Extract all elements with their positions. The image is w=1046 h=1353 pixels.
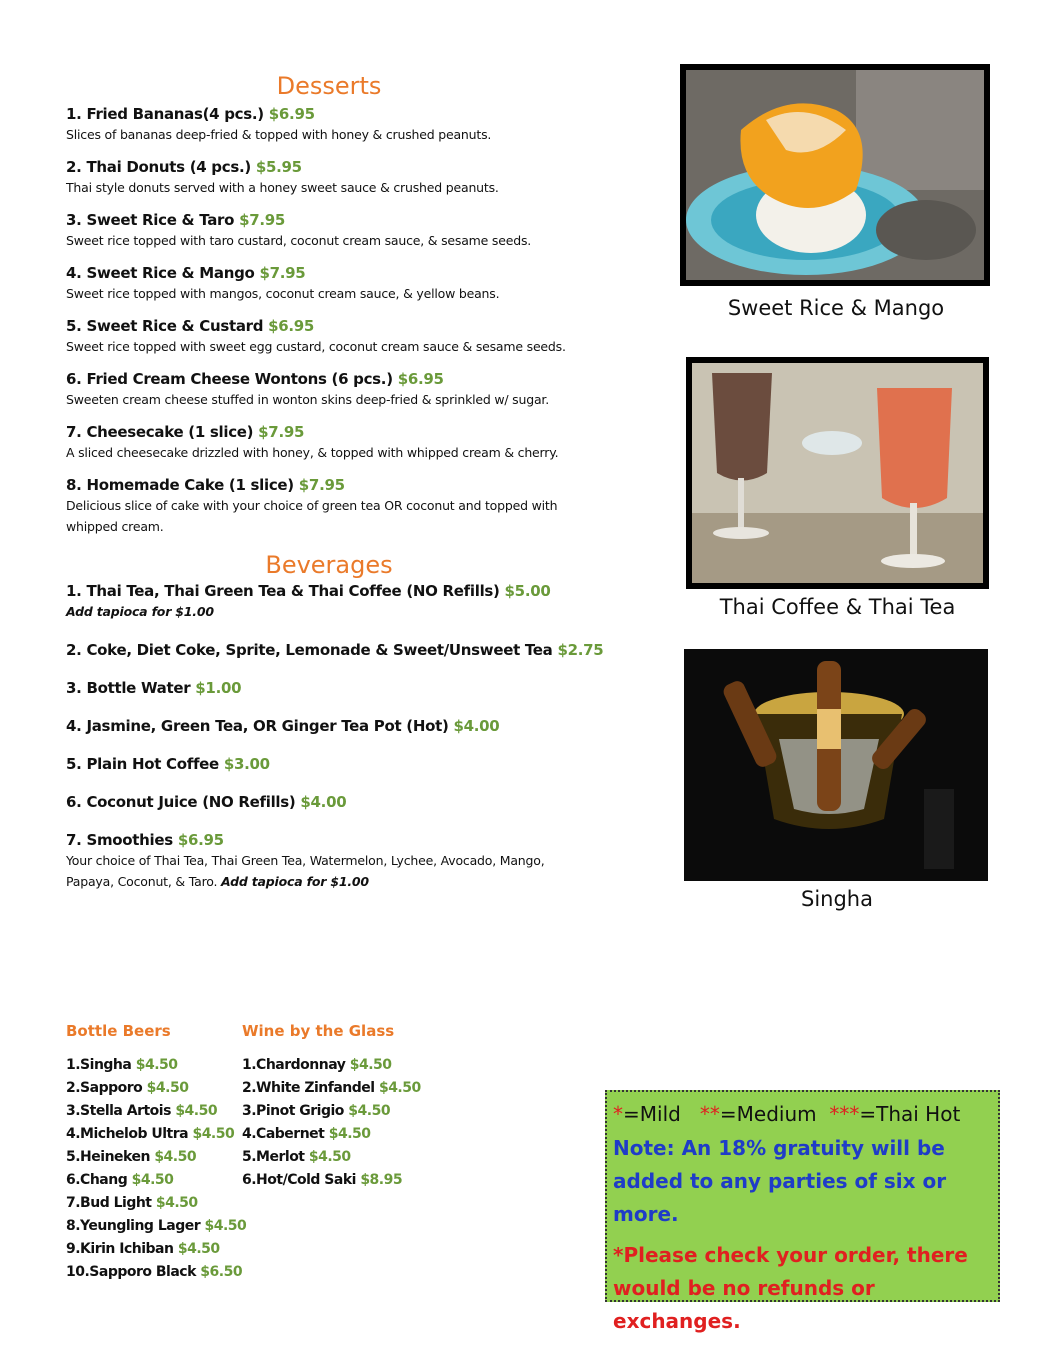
beer-name: 4.Michelob Ultra — [66, 1126, 189, 1142]
dessert-name: 4. Sweet Rice & Mango — [66, 264, 255, 282]
wine-price: $4.50 — [349, 1057, 392, 1073]
beer-price: $4.50 — [154, 1149, 197, 1165]
dessert-description: A sliced cheesecake drizzled with honey, & topped with whipped cream & cherry. — [66, 445, 559, 460]
dessert-item — [66, 263, 606, 304]
beverage-item — [66, 678, 606, 698]
medium-label: =Medium — [719, 1102, 817, 1126]
wine-item — [242, 1146, 421, 1169]
dessert-description: Thai style donuts served with a honey sweet sauce & crushed peanuts. — [66, 180, 499, 195]
wine-price: $4.50 — [308, 1149, 351, 1165]
mild-label: =Mild — [623, 1102, 681, 1126]
spice-legend — [613, 1102, 992, 1126]
beer-name: 7.Bud Light — [66, 1195, 152, 1211]
wine-name: 4.Cabernet — [242, 1126, 325, 1142]
dessert-description: Delicious slice of cake with your choice of green tea OR coconut and topped with whipped cream. — [66, 498, 558, 534]
beer-item — [66, 1146, 246, 1169]
photo-caption: Singha — [801, 887, 873, 911]
beverage-item — [66, 640, 606, 660]
beer-name: 9.Kirin Ichiban — [66, 1241, 174, 1257]
beverage-price: $6.95 — [177, 831, 224, 849]
dessert-price: $7.95 — [239, 211, 286, 229]
beer-price: $4.50 — [131, 1172, 174, 1188]
mild-star: * — [613, 1102, 623, 1126]
beverage-price: $4.00 — [453, 717, 500, 735]
wine-item — [242, 1169, 421, 1192]
wine-price: $4.50 — [378, 1080, 421, 1096]
dessert-description: Sweet rice topped with taro custard, coconut cream sauce, & sesame seeds. — [66, 233, 532, 248]
beverage-price: $2.75 — [557, 641, 604, 659]
medium-star: ** — [699, 1102, 720, 1126]
beverage-description: Your choice of Thai Tea, Thai Green Tea, Watermelon, Lychee, Avocado, Mango, Papaya, Coconut, & Taro. — [66, 853, 545, 889]
dessert-item — [66, 210, 606, 251]
beverage-name: 5. Plain Hot Coffee — [66, 755, 219, 773]
wine-price: $8.95 — [360, 1172, 403, 1188]
dessert-price: $6.95 — [397, 370, 444, 388]
wine-name: 6.Hot/Cold Saki — [242, 1172, 356, 1188]
beer-item — [66, 1238, 246, 1261]
beer-name: 10.Sapporo Black — [66, 1264, 196, 1280]
dessert-item — [66, 369, 606, 410]
dessert-name: 3. Sweet Rice & Taro — [66, 211, 235, 229]
beverage-name: 4. Jasmine, Green Tea, OR Ginger Tea Pot (Hot) — [66, 717, 449, 735]
dessert-description: Sweet rice topped with mangos, coconut cream sauce, & yellow beans. — [66, 286, 500, 301]
dessert-price: $7.95 — [298, 476, 345, 494]
beer-name: 8.Yeungling Lager — [66, 1218, 201, 1234]
beverage-price: $5.00 — [504, 582, 551, 600]
dessert-name: 7. Cheesecake (1 slice) — [66, 423, 254, 441]
beverage-price: $3.00 — [223, 755, 270, 773]
beer-item — [66, 1169, 246, 1192]
beer-price: $6.50 — [200, 1264, 243, 1280]
beer-item — [66, 1215, 246, 1238]
beer-item — [66, 1192, 246, 1215]
dessert-price: $6.95 — [268, 105, 315, 123]
wine-name: 1.Chardonnay — [242, 1057, 346, 1073]
wine-price: $4.50 — [348, 1103, 391, 1119]
bottle-beers-list — [66, 1022, 246, 1284]
beverage-name: 3. Bottle Water — [66, 679, 191, 697]
beer-name: 3.Stella Artois — [66, 1103, 171, 1119]
beverage-name: 2. Coke, Diet Coke, Sprite, Lemonade & Sweet/Unsweet Tea — [66, 641, 553, 659]
singha-photo — [684, 649, 988, 881]
dessert-price: $5.95 — [255, 158, 302, 176]
photo-caption: Thai Coffee & Thai Tea — [719, 595, 956, 619]
hot-label: =Thai Hot — [859, 1102, 961, 1126]
dessert-name: 5. Sweet Rice & Custard — [66, 317, 264, 335]
beer-price: $4.50 — [204, 1218, 247, 1234]
beer-item — [66, 1077, 246, 1100]
beverage-item — [66, 716, 606, 736]
refund-note: *Please check your order, there would be no refunds or exchanges. — [613, 1243, 968, 1333]
beer-name: 1.Singha — [66, 1057, 132, 1073]
beer-item — [66, 1100, 246, 1123]
beer-name: 5.Heineken — [66, 1149, 150, 1165]
dessert-item — [66, 316, 606, 357]
beer-item — [66, 1261, 246, 1284]
wine-item — [242, 1054, 421, 1077]
beer-price: $4.50 — [155, 1195, 198, 1211]
dessert-item — [66, 475, 606, 537]
beverage-name: 6. Coconut Juice (NO Refills) — [66, 793, 296, 811]
beverage-item — [66, 581, 606, 622]
beer-price: $4.50 — [177, 1241, 220, 1257]
sweet-rice-mango-photo — [680, 64, 990, 286]
dessert-description: Sweet rice topped with sweet egg custard, coconut cream sauce & sesame seeds. — [66, 339, 566, 354]
wine-name: 2.White Zinfandel — [242, 1080, 375, 1096]
menu-left-column — [66, 0, 606, 892]
wine-name: 3.Pinot Grigio — [242, 1103, 344, 1119]
photo-caption: Sweet Rice & Mango — [727, 296, 945, 320]
singha-image — [684, 649, 988, 881]
beverage-note: Add tapioca for $1.00 — [221, 874, 369, 889]
dessert-description: Slices of bananas deep-fried & topped with honey & crushed peanuts. — [66, 127, 492, 142]
wine-name: 5.Merlot — [242, 1149, 305, 1165]
beverages-list — [66, 581, 606, 892]
sweet-rice-mango-image — [686, 70, 984, 280]
dessert-price: $6.95 — [268, 317, 315, 335]
desserts-title: Desserts — [276, 72, 382, 100]
beer-price: $4.50 — [175, 1103, 218, 1119]
beverage-note: Add tapioca for $1.00 — [66, 604, 214, 619]
beer-item — [66, 1054, 246, 1077]
dessert-item — [66, 157, 606, 198]
beer-item — [66, 1123, 246, 1146]
hot-star: *** — [829, 1102, 860, 1126]
beverages-title: Beverages — [265, 551, 393, 579]
dessert-item — [66, 104, 606, 145]
beer-name: 2.Sapporo — [66, 1080, 143, 1096]
wine-title: Wine by the Glass — [242, 1022, 395, 1040]
dessert-item — [66, 422, 606, 463]
dessert-description: Sweeten cream cheese stuffed in wonton skins deep-fried & sprinkled w/ sugar. — [66, 392, 549, 407]
dessert-name: 2. Thai Donuts (4 pcs.) — [66, 158, 251, 176]
dessert-price: $7.95 — [259, 264, 306, 282]
beer-price: $4.50 — [135, 1057, 178, 1073]
beverage-name: 7. Smoothies — [66, 831, 173, 849]
dessert-name: 6. Fried Cream Cheese Wontons (6 pcs.) — [66, 370, 393, 388]
beer-name: 6.Chang — [66, 1172, 128, 1188]
thai-coffee-tea-image — [692, 363, 983, 583]
wine-item — [242, 1077, 421, 1100]
wine-price: $4.50 — [328, 1126, 371, 1142]
wine-list — [242, 1022, 421, 1192]
beer-price: $4.50 — [146, 1080, 189, 1096]
beverage-item — [66, 830, 606, 892]
wine-item — [242, 1123, 421, 1146]
beverage-price: $1.00 — [195, 679, 242, 697]
beer-price: $4.50 — [192, 1126, 235, 1142]
bottle-beers-title: Bottle Beers — [66, 1022, 171, 1040]
dessert-name: 8. Homemade Cake (1 slice) — [66, 476, 294, 494]
wine-item — [242, 1100, 421, 1123]
beverage-price: $4.00 — [300, 793, 347, 811]
beverage-item — [66, 754, 606, 774]
dessert-price: $7.95 — [258, 423, 305, 441]
desserts-list — [66, 104, 606, 537]
beverage-name: 1. Thai Tea, Thai Green Tea & Thai Coffee (NO Refills) — [66, 582, 500, 600]
gratuity-note: Note: An 18% gratuity will be added to any parties of six or more. — [613, 1136, 947, 1226]
thai-coffee-tea-photo — [686, 357, 989, 589]
beverage-item — [66, 792, 606, 812]
dessert-name: 1. Fried Bananas(4 pcs.) — [66, 105, 264, 123]
notes-box — [605, 1090, 1000, 1333]
